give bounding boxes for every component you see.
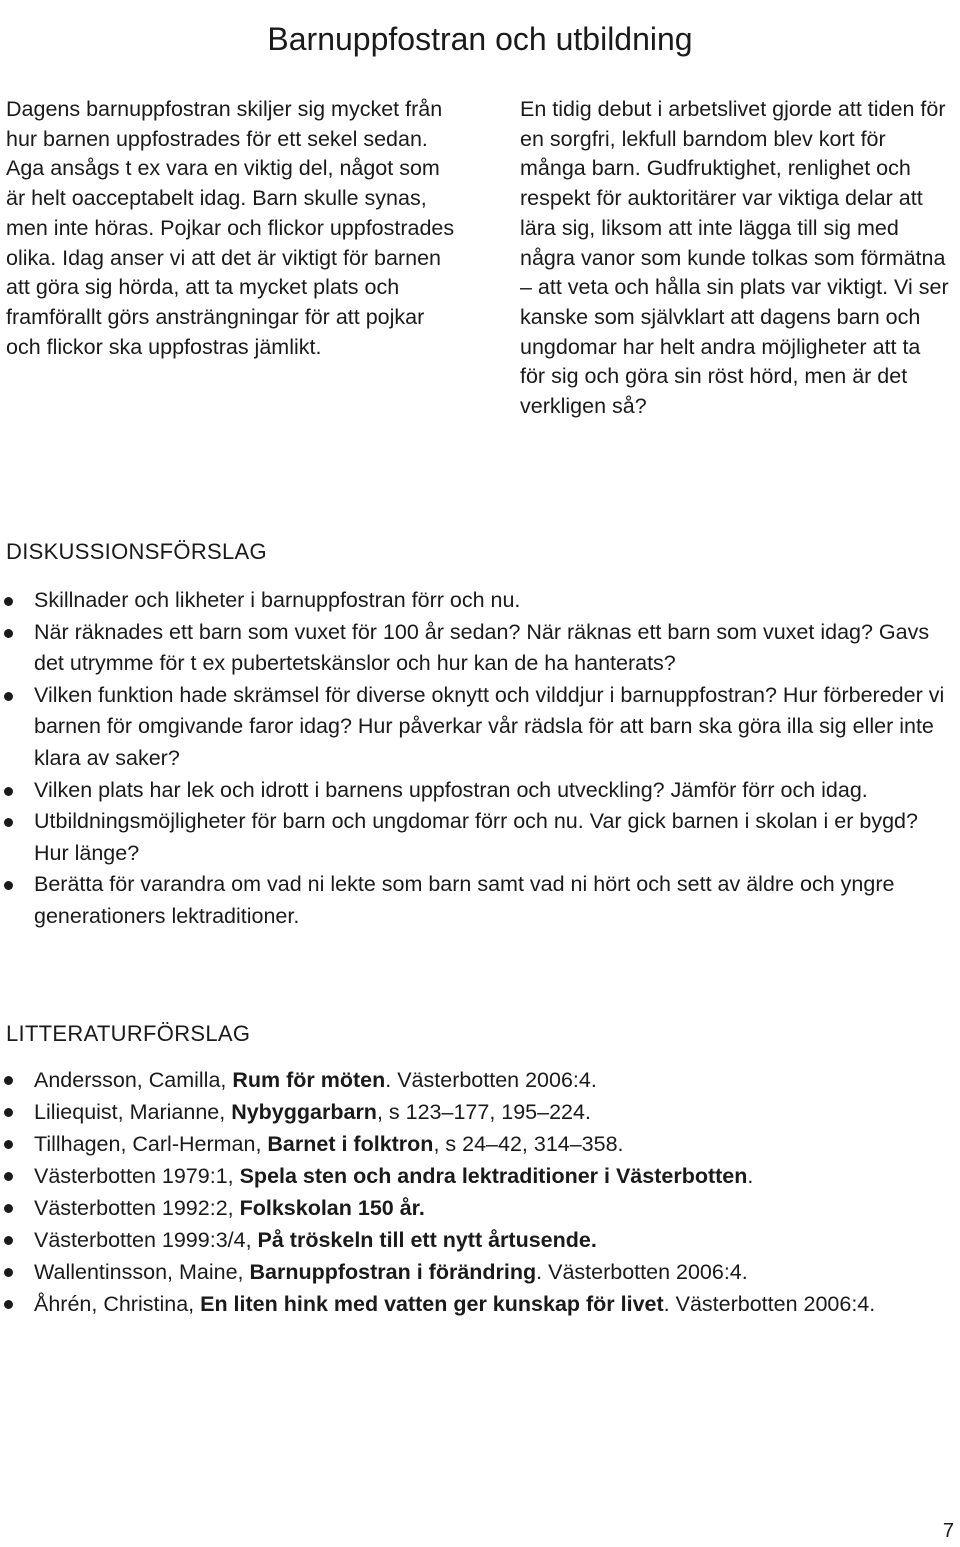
bullet-icon — [4, 692, 13, 701]
literature-source: . Västerbotten 2006:4. — [536, 1260, 748, 1284]
literature-source: . — [747, 1164, 754, 1188]
list-item — [0, 775, 950, 807]
bullet-icon — [4, 1076, 13, 1085]
bullet-icon — [4, 1268, 13, 1277]
list-item — [0, 1128, 950, 1160]
page-title: Barnuppfostran och utbildning — [267, 21, 693, 58]
literature-source: . Västerbotten 2006:4. — [663, 1292, 876, 1316]
list-item — [0, 1160, 950, 1192]
bullet-icon — [4, 1236, 13, 1245]
literature-author: Tillhagen, Carl-Herman, — [34, 1132, 268, 1156]
bullet-icon — [4, 1108, 13, 1117]
literature-author: Wallentinsson, Maine, — [34, 1260, 250, 1284]
literature-author: Liliequist, Marianne, — [34, 1100, 232, 1124]
list-item — [0, 585, 950, 617]
literature-list — [0, 1064, 950, 1320]
literature-source: , s 24–42, 314–358. — [433, 1132, 624, 1156]
list-item — [0, 1256, 950, 1288]
list-item — [0, 1224, 950, 1256]
bullet-icon — [4, 1300, 13, 1309]
list-item — [0, 617, 950, 680]
discussion-item-text: Berätta för varandra om vad ni lekte som barn samt vad ni hört och sett av äldre och yngre generationers lektraditioner. — [34, 872, 895, 928]
bullet-icon — [4, 1172, 13, 1181]
bullet-icon — [4, 1204, 13, 1213]
literature-author: Åhrén, Christina, — [34, 1292, 201, 1316]
discussion-item-text: Skillnader och likheter i barnuppfostran förr och nu. — [34, 588, 521, 612]
literature-title: En liten hink med vatten ger kunskap för livet — [200, 1292, 664, 1316]
literature-source: . Västerbotten 2006:4. — [385, 1068, 597, 1092]
list-item — [0, 869, 950, 932]
list-item — [0, 1192, 950, 1224]
literature-author: Andersson, Camilla, — [34, 1068, 233, 1092]
intro-left-column — [6, 95, 464, 362]
literature-title: Spela sten och andra lektraditioner i Västerbotten — [239, 1164, 748, 1188]
list-item — [0, 1064, 950, 1096]
literature-author: Västerbotten 1979:1, — [34, 1164, 240, 1188]
bullet-icon — [4, 597, 13, 606]
literature-title: Barnet i folktron — [267, 1132, 434, 1156]
list-item — [0, 806, 950, 869]
bullet-icon — [4, 629, 13, 638]
literature-author: Västerbotten 1999:3/4, — [34, 1228, 258, 1252]
intro-right-text: En tidig debut i arbetslivet gjorde att tiden för en sorgfri, lekfull barndom blev kort för många barn. Gudfruktighet, renlighet och respekt för auktoritärer var viktiga delar att lära sig, liksom att inte lägga till sig med några vanor som kunde tolkas som förmätna – att veta och hålla sin plats var viktigt. Vi ser kanske som självklart att dagens barn och ungdomar har helt andra möjligheter att ta för sig och göra sin röst hörd, men är det verkligen så? — [520, 97, 949, 419]
literature-heading: LITTERATURFÖRSLAG — [6, 1021, 251, 1046]
discussion-item-text: Utbildningsmöjligheter för barn och ungdomar förr och nu. Var gick barnen i skolan i er bygd? Hur länge? — [34, 809, 918, 865]
literature-title: Nybyggarbarn — [231, 1100, 377, 1124]
list-item — [0, 680, 950, 775]
discussion-list — [0, 585, 950, 933]
bullet-icon — [4, 1140, 13, 1149]
bullet-icon — [4, 881, 13, 890]
literature-source: , s 123–177, 195–224. — [376, 1100, 591, 1124]
intro-right-column — [520, 95, 950, 422]
literature-title: Barnuppfostran i förändring — [249, 1260, 537, 1284]
intro-left-text: Dagens barnuppfostran skiljer sig mycket från hur barnen uppfostrades för ett sekel sedan. Aga ansågs t ex vara en viktig del, något som är helt oacceptabelt idag. Barn skulle synas, men inte höras. Pojkar och flickor uppfostrades olika. Idag anser vi att det är viktigt för barnen att göra sig hörda, att ta mycket plats och framförallt görs ansträngningar för att pojkar och flickor ska uppfostras jämlikt. — [6, 97, 455, 359]
discussion-item-text: Vilken plats har lek och idrott i barnens uppfostran och utveckling? Jämför förr och idag. — [34, 777, 868, 802]
bullet-icon — [4, 818, 13, 827]
discussion-item-text: Vilken funktion hade skrämsel för diverse oknytt och vilddjur i barnuppfostran? Hur förbereder vi barnen för omgivande faror idag? Hur påverkar vår rädsla för att barn ska göra illa sig eller inte klara av saker? — [34, 682, 945, 770]
bullet-icon — [4, 787, 13, 796]
literature-title: På tröskeln till ett nytt årtusende. — [257, 1228, 597, 1252]
literature-author: Västerbotten 1992:2, — [34, 1196, 240, 1220]
page-number: 7 — [942, 1520, 954, 1542]
literature-title: Rum för möten — [232, 1068, 386, 1092]
discussion-heading: DISKUSSIONSFÖRSLAG — [6, 539, 267, 564]
list-item — [0, 1096, 950, 1128]
list-item — [0, 1288, 950, 1320]
discussion-item-text: När räknades ett barn som vuxet för 100 år sedan? När räknas ett barn som vuxet idag? Gavs det utrymme för t ex pubertetskänslor och hur kan de ha hanterats? — [34, 619, 930, 676]
literature-title: Folkskolan 150 år. — [239, 1196, 425, 1220]
